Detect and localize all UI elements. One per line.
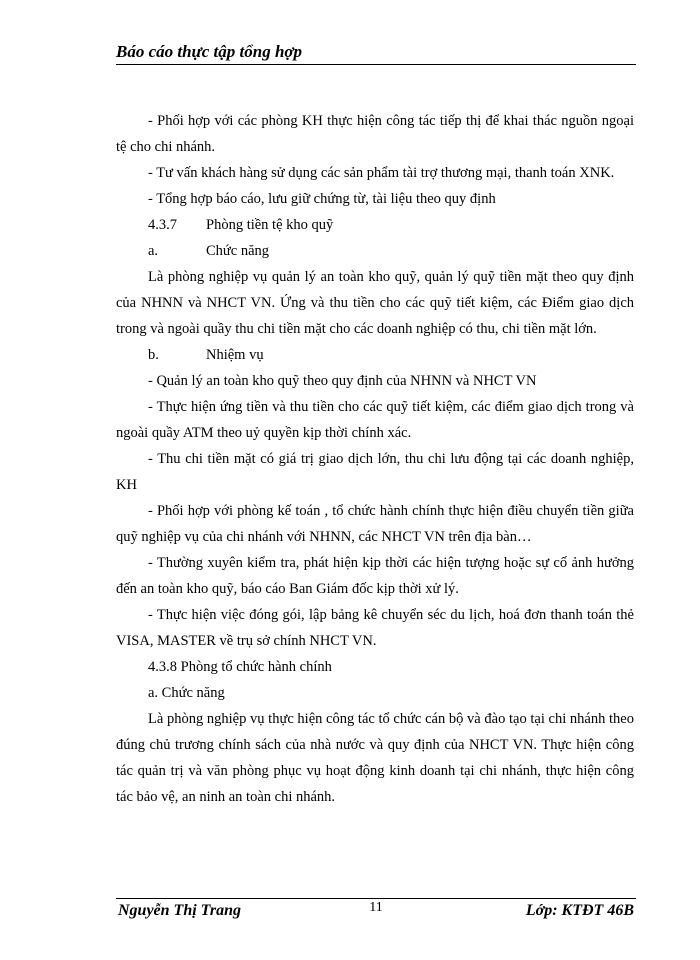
paragraph: - Phối hợp với các phòng KH thực hiện công tác tiếp thị để khai thác nguồn ngoại tệ cho chi nhánh. bbox=[116, 113, 634, 155]
subheading-title: Nhiệm vụ bbox=[206, 347, 264, 363]
footer-class-label: Lớp: KTĐT 46B bbox=[525, 902, 634, 919]
paragraph: - Thu chi tiền mặt có giá trị giao dịch lớn, thu chi lưu động tại các doanh nghiệp, KH bbox=[116, 451, 634, 493]
page-footer bbox=[116, 898, 636, 923]
paragraph: - Quản lý an toàn kho quỹ theo quy định của NHNN và NHCT VN bbox=[148, 373, 537, 389]
paragraph: Là phòng nghiệp vụ quản lý an toàn kho quỹ, quản lý quỹ tiền mặt theo quy định của NHNN và NHCT VN. Ứng và thu tiền cho các quỹ tiết kiệm, các Điểm giao dịch trong và ngoài quầy thu chi tiền mặt cho các doanh nghiệp có thu, chi tiền mặt lớn. bbox=[116, 269, 634, 337]
section-title: Phòng tiền tệ kho quỹ bbox=[206, 217, 334, 233]
paragraph: Là phòng nghiệp vụ thực hiện công tác tổ chức cán bộ và đào tạo tại chi nhánh theo đúng chủ trương chính sách của nhà nước và quy định của NHCT VN. Thực hiện công tác quản trị và văn phòng phục vụ hoạt động kinh doanh tại chi nhánh, thực hiện công tác bảo vệ, an ninh an toàn chi nhánh. bbox=[116, 711, 634, 805]
subheading-letter: a. bbox=[148, 243, 159, 259]
page-number: 11 bbox=[369, 900, 383, 915]
header-title: Báo cáo thực tập tổng hợp bbox=[116, 42, 303, 61]
page-header bbox=[116, 38, 636, 65]
section-heading-4-3-8: 4.3.8 Phòng tổ chức hành chính bbox=[148, 659, 332, 675]
subheading-a bbox=[116, 238, 634, 264]
paragraph: - Tổng hợp báo cáo, lưu giữ chứng từ, tài liệu theo quy định bbox=[148, 191, 496, 207]
subheading-title: Chức năng bbox=[206, 243, 270, 259]
paragraph: - Thường xuyên kiểm tra, phát hiện kịp thời các hiện tượng hoặc sự cố ảnh hưởng đến an toàn kho quỹ, báo cáo Ban Giám đốc kịp thời xử lý. bbox=[116, 555, 634, 597]
subheading-a: a. Chức năng bbox=[148, 685, 225, 701]
subheading-b bbox=[116, 342, 634, 368]
subheading-letter: b. bbox=[148, 347, 159, 363]
paragraph: - Thực hiện việc đóng gói, lập bảng kê chuyển séc du lịch, hoá đơn thanh toán thẻ VISA, MASTER về trụ sở chính NHCT VN. bbox=[116, 607, 634, 649]
section-heading-4-3-7 bbox=[116, 212, 634, 238]
section-number: 4.3.7 bbox=[148, 217, 177, 233]
paragraph: - Phối hợp với phòng kế toán , tổ chức hành chính thực hiện điều chuyển tiền giữa quỹ nghiệp vụ của chi nhánh với NHNN, các NHCT VN trên địa bàn… bbox=[116, 503, 634, 545]
footer-author: Nguyễn Thị Trang bbox=[118, 902, 241, 919]
paragraph: - Thực hiện ứng tiền và thu tiền cho các quỹ tiết kiệm, các điểm giao dịch trong và ngoài quầy ATM theo uỷ quyền kịp thời chính xác. bbox=[116, 399, 634, 441]
paragraph: - Tư vấn khách hàng sử dụng các sản phẩm tài trợ thương mại, thanh toán XNK. bbox=[148, 165, 615, 181]
document-body bbox=[116, 108, 634, 810]
